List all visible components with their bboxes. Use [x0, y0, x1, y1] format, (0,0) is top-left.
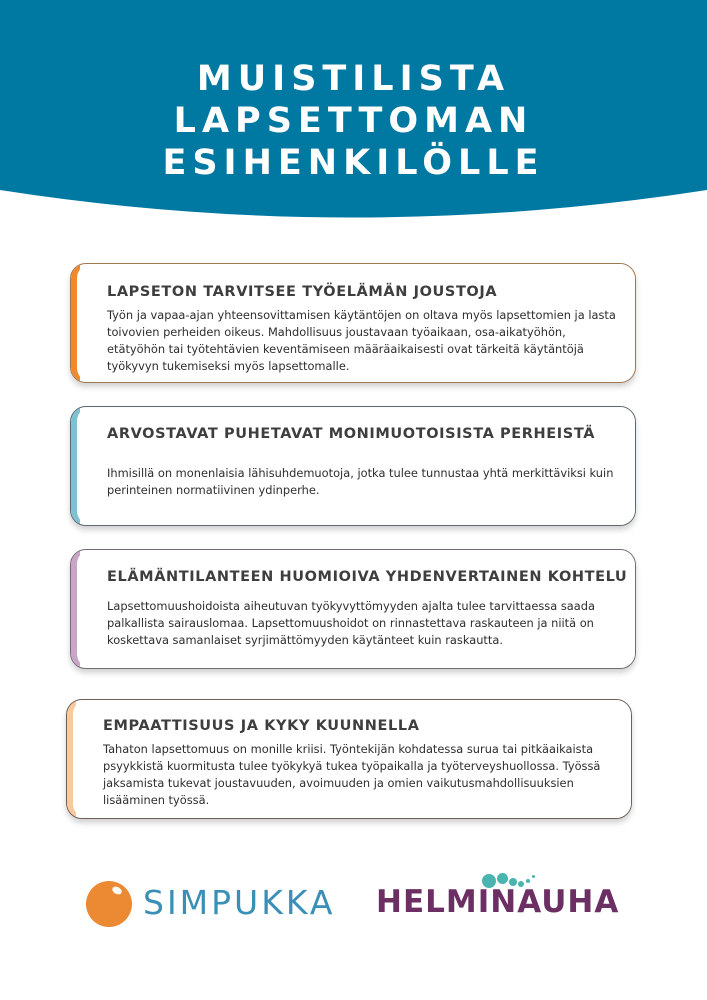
pearl-string-icon: [497, 873, 508, 884]
card-title: LAPSETON TARVITSEE TYÖELÄMÄN JOUSTOJA: [107, 284, 498, 300]
helminauha-logo: [376, 870, 636, 930]
pearl-string-icon: [532, 875, 535, 878]
card-text: Lapsettomuushoidoista aiheutuvan työkyvyttömyyden ajalta tulee tarvittaessa saada palkallista sairauslomaa. Lapsettomuushoidot on rinnastettava raskauteen ja niitä on koskettava samanlaiset syrjimättömyyden käytänteet kuin raskautta.: [107, 599, 595, 647]
card-text: Työn ja vapaa-ajan yhteensovittamisen käytäntöjen on oltava myös lapsettomien ja lasta toivovien perheiden oikeus. Mahdollisuus joustavaan työaikaan, osa-aikatyöhön, etätyöhön tai työtehtävien keventämiseen määräaikaisesti ovat tärkeitä käytäntöjä työkyvyn tukemiseksi myös lapsettomalle.: [107, 308, 616, 373]
simpukka-wordmark: SIMPUKKA: [143, 883, 336, 922]
checklist-card-family-diversity: [70, 406, 636, 526]
simpukka-logo: [86, 878, 336, 930]
card-title: ELÄMÄNTILANTEEN HUOMIOIVA YHDENVERTAINEN KOHTELU: [107, 569, 628, 585]
card-text: Tahaton lapsettomuus on monille kriisi. Työntekijän kohdatessa surua tai pitkäaikaista psyykkistä kuormitusta tulee työkykyä tukea työpaikalla ja työterveyshuollossa. Työssä jaksamista tukevat joustavuuden, avoimuuden ja omien vaikutusmahdollisuuksien lisääminen työssä.: [103, 742, 601, 807]
checklist-card-flexibility: [70, 263, 636, 383]
header-band: [0, 0, 707, 220]
checklist-card-equal-treatment: [70, 549, 636, 669]
card-text: Ihmisillä on monenlaisia lähisuhdemuotoja, jotka tulee tunnustaa yhtä merkittäviksi kuin perinteinen normatiivinen ydinperhe.: [107, 466, 614, 497]
card-title: EMPAATTISUUS JA KYKY KUUNNELLA: [103, 718, 420, 734]
page-title-line-1: MUISTILISTA: [196, 59, 511, 99]
orange-pearl-icon: [86, 881, 132, 927]
pearl-string-icon: [526, 879, 530, 883]
helminauha-wordmark: HELMINAUHA: [376, 884, 620, 920]
checklist-card-empathy: [66, 699, 632, 819]
page-title-line-3: ESIHENKILÖLLE: [162, 143, 545, 183]
card-title: ARVOSTAVAT PUHETAVAT MONIMUOTOISISTA PERHEISTÄ: [107, 426, 596, 442]
page-title: [0, 58, 707, 184]
page-title-line-2: LAPSETTOMAN: [173, 101, 534, 141]
